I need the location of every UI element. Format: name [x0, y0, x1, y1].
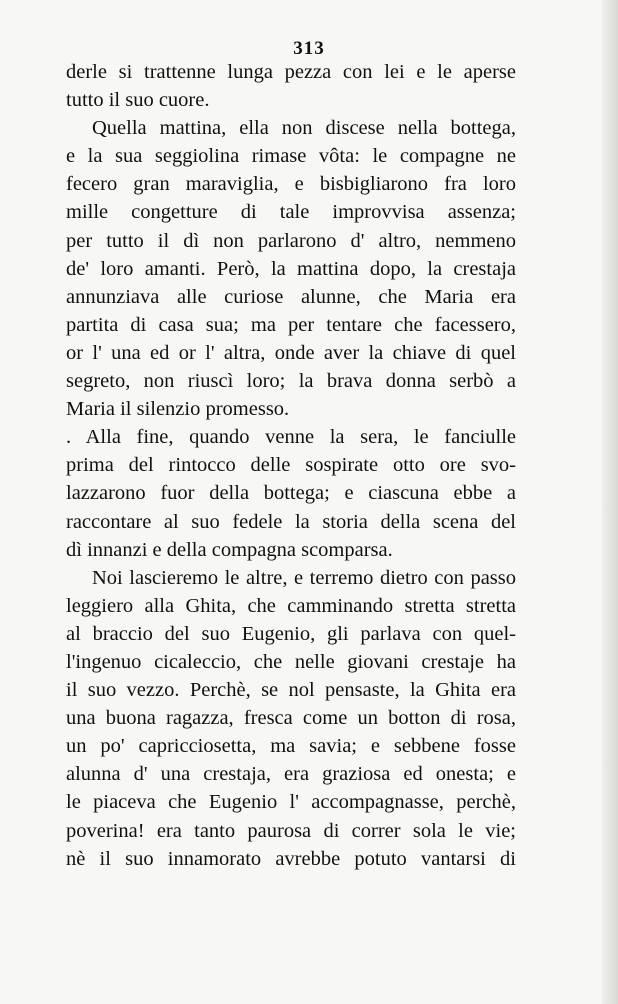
text-line: lazzarono fuor della bottega; e ciascuna ebbe a	[66, 482, 516, 505]
text-line: de' loro amanti. Però, la mattina dopo, la crestaja	[66, 257, 516, 280]
text-line: partita di casa sua; ma per tentare che facessero,	[66, 313, 516, 336]
text-line: dì innanzi e della compagna scomparsa.	[66, 538, 393, 561]
text-line: derle si trattenne lunga pezza con lei e le aperse	[66, 61, 516, 83]
text-line: leggiero alla Ghita, che camminando stretta stretta	[66, 594, 516, 617]
text-line: un po' capricciosetta, ma savia; e sebbene fosse	[66, 735, 516, 758]
text-line: nè il suo innamorato avrebbe potuto vantarsi di	[66, 847, 516, 870]
text-line: una buona ragazza, fresca come un botton di rosa,	[66, 707, 516, 730]
text-line: poverina! era tanto paurosa di correr sola le vie;	[66, 819, 516, 842]
text-line: mille congetture di tale improvvisa assenza;	[66, 201, 516, 224]
page-gutter-shadow	[602, 0, 618, 1004]
text-line: or l' una ed or l' altra, onde aver la chiave di quel	[66, 341, 516, 364]
text-line: Noi lascieremo le altre, e terremo dietro con passo	[92, 566, 516, 589]
text-line: al braccio del suo Eugenio, gli parlava con quel-	[66, 622, 516, 645]
page-number: 313	[293, 38, 325, 59]
text-line: annunziava alle curiose alunne, che Maria era	[66, 285, 516, 308]
text-line: le piaceva che Eugenio l' accompagnasse, perchè,	[66, 791, 516, 814]
body-text	[66, 58, 516, 873]
text-line: raccontare al suo fedele la storia della scena del	[66, 510, 516, 533]
text-line: l'ingenuo cicaleccio, che nelle giovani crestaje ha	[66, 650, 516, 673]
text-line: per tutto il dì non parlarono d' altro, nemmeno	[66, 229, 516, 252]
text-line: fecero gran maraviglia, e bisbigliarono fra loro	[66, 173, 516, 196]
text-line: tutto il suo cuore.	[66, 89, 210, 112]
text-line: . Alla fine, quando venne la sera, le fanciulle	[66, 426, 516, 449]
text-line: il suo vezzo. Perchè, se nol pensaste, la Ghita era	[66, 679, 516, 702]
text-line: Maria il silenzio promesso.	[66, 398, 290, 421]
text-line: e la sua seggiolina rimase vôta: le compagne ne	[66, 145, 516, 168]
text-line: Quella mattina, ella non discese nella bottega,	[92, 117, 516, 140]
text-line: prima del rintocco delle sospirate otto ore svo-	[66, 454, 516, 477]
text-line: segreto, non riuscì loro; la brava donna serbò a	[66, 370, 516, 393]
text-line: alunna d' una crestaja, era graziosa ed onesta; e	[66, 763, 516, 786]
